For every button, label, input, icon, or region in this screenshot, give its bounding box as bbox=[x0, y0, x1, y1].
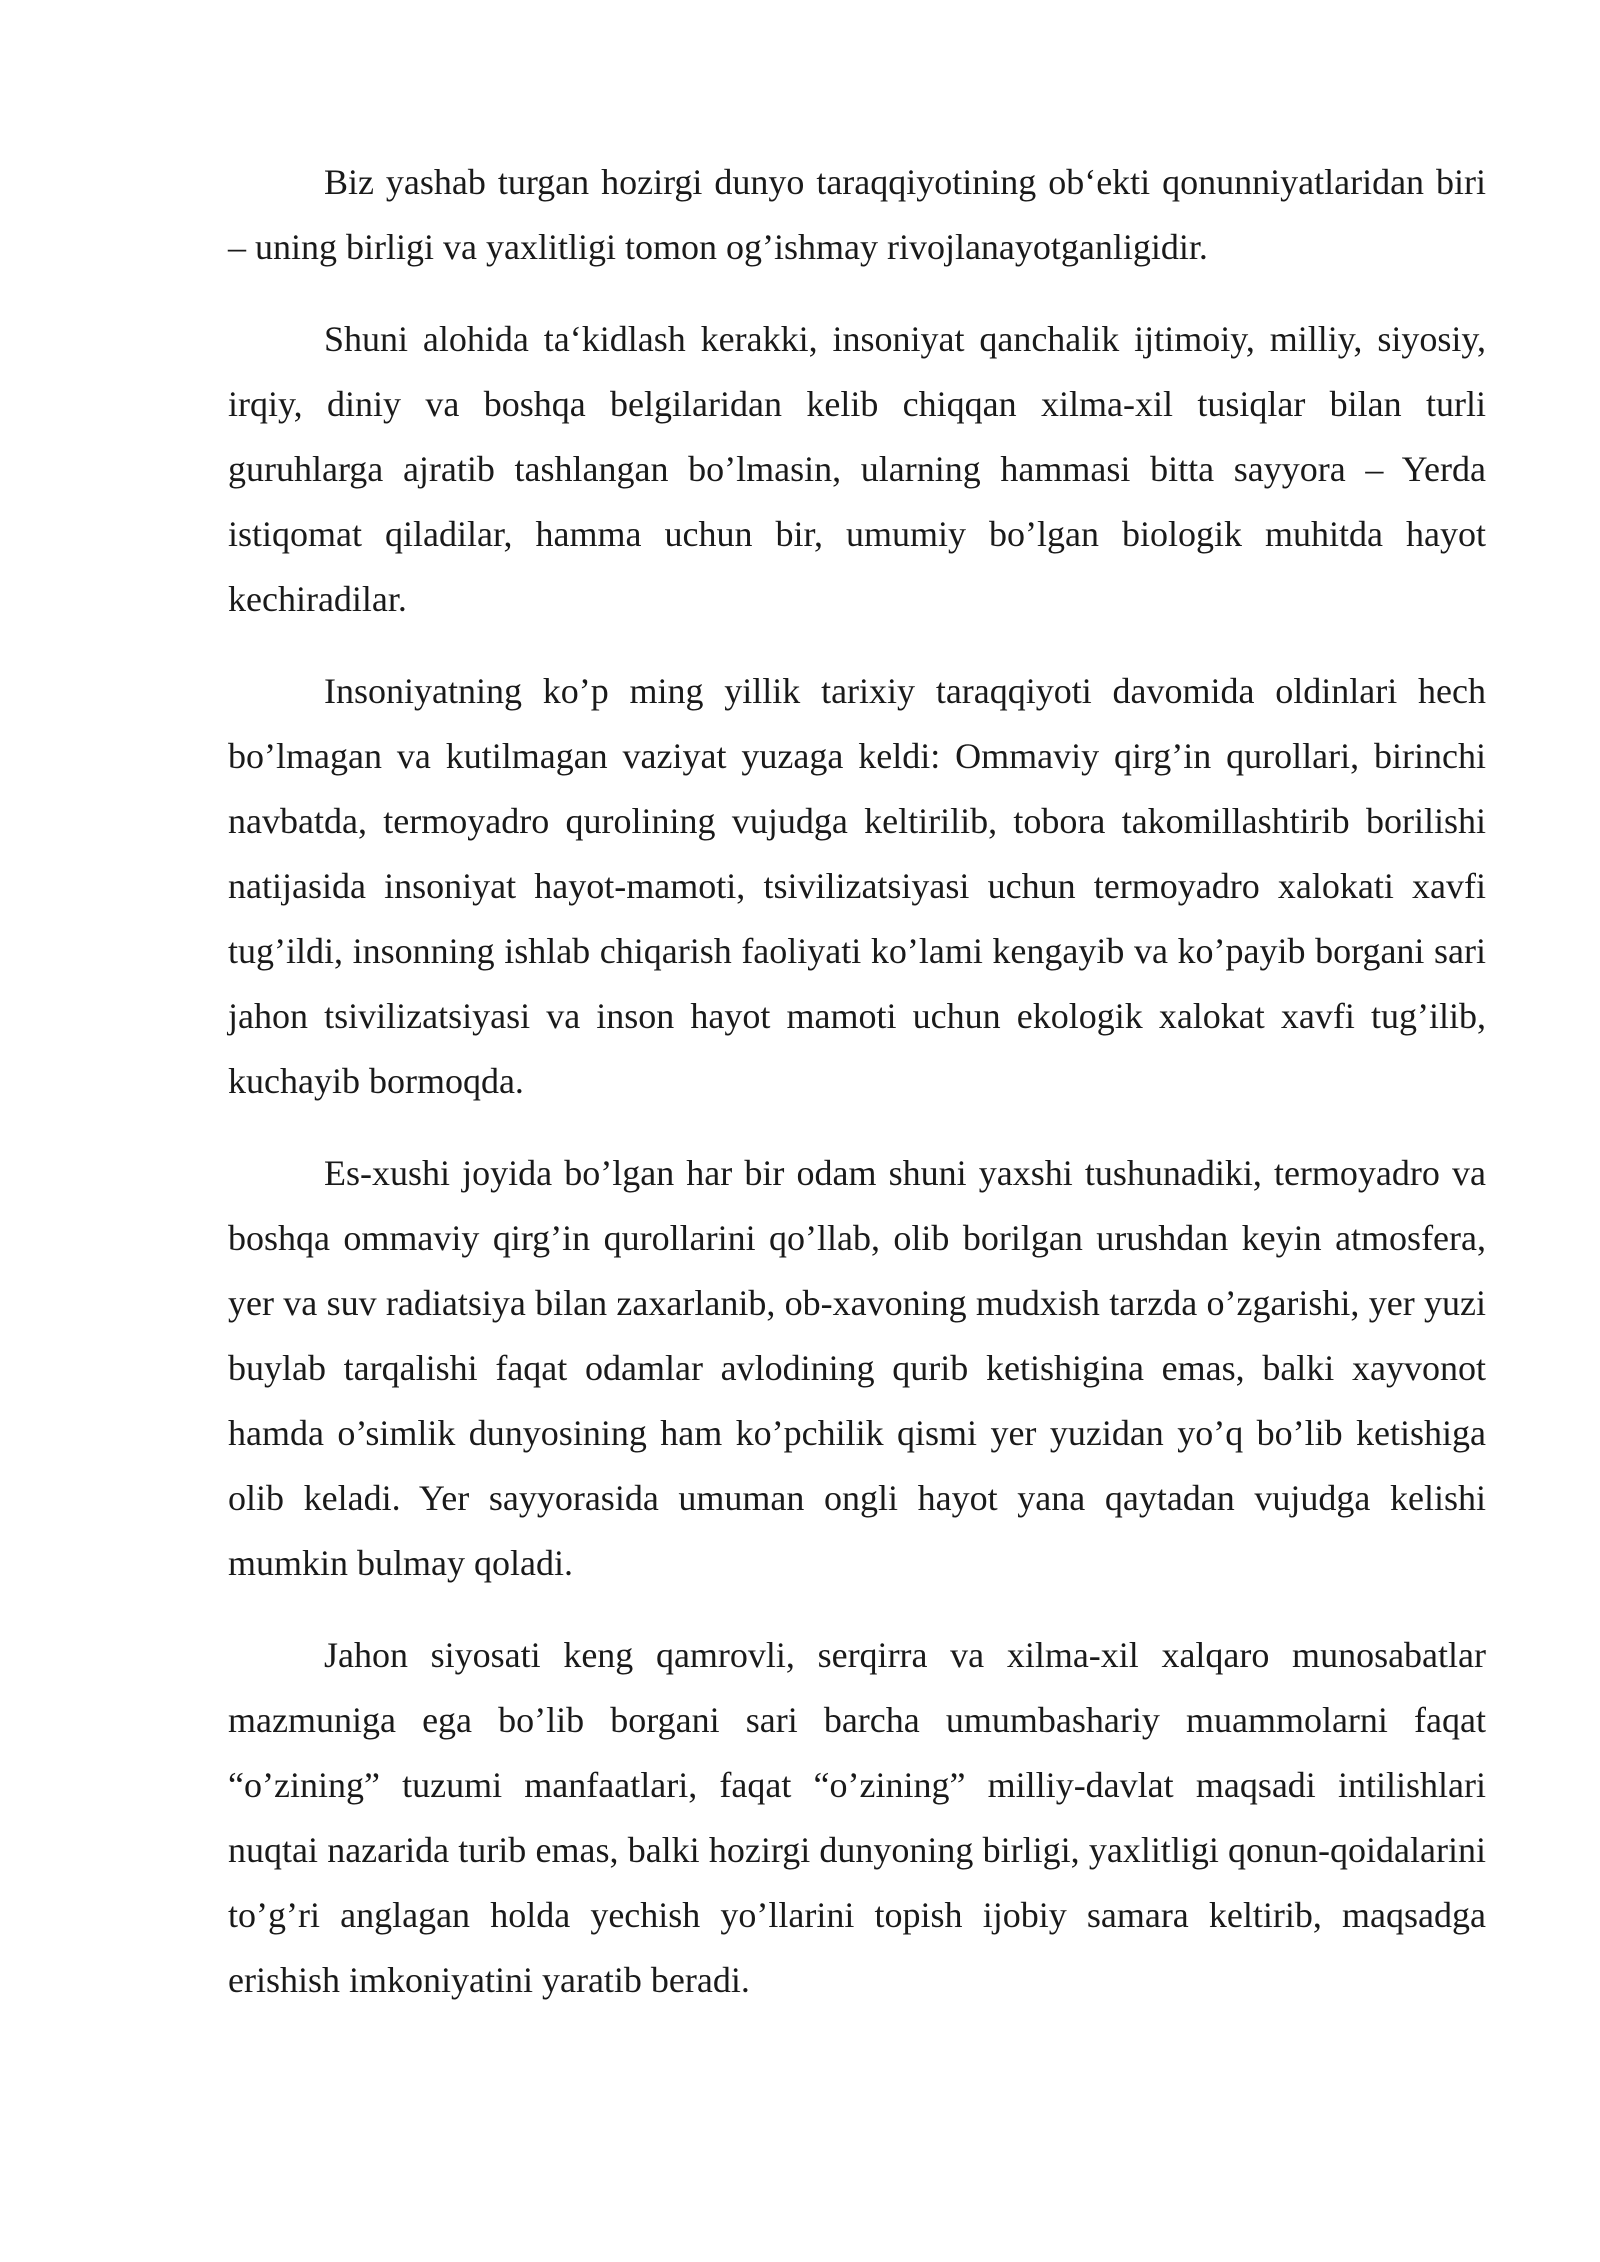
paragraph-1: Biz yashab turgan hozirgi dunyo taraqqiyotining ob‘ekti qonunniyatlaridan biri – uning birligi va yaxlitligi tomon og’ishmay rivojlanayotganligidir. bbox=[228, 162, 1486, 267]
paragraph-5: Jahon siyosati keng qamrovli, serqirra va xilma-xil xalqaro munosabatlar mazmuniga ega bo’lib borgani sari barcha umumbashariy muammolarni faqat “o’zining” tuzumi manfaatlari, faqat “o’zining” milliy-davlat maqsadi intilishlari nuqtai nazarida turib emas, balki hozirgi dunyoning birligi, yaxlitligi qonun-qoidalarini to’g’ri anglagan holda yechish yo’llarini topish ijobiy samara keltirib, maqsadga erishish imkoniyatini yaratib beradi. bbox=[228, 1635, 1486, 2000]
paragraph-2: Shuni alohida ta‘kidlash kerakki, insoniyat qanchalik ijtimoiy, milliy, siyosiy, irqiy, diniy va boshqa belgilaridan kelib chiqqan xilma-xil tusiqlar bilan turli guruhlarga ajratib tashlangan bo’lmasin, ularning hammasi bitta sayyora – Yerda istiqomat qiladilar, hamma uchun bir, umumiy bo’lgan biologik muhitda hayot kechiradilar. bbox=[228, 319, 1486, 619]
document-page bbox=[228, 150, 1486, 2040]
paragraph-3: Insoniyatning ko’p ming yillik tarixiy taraqqiyoti davomida oldinlari hech bo’lmagan va kutilmagan vaziyat yuzaga keldi: Ommaviy qirg’in qurollari, birinchi navbatda, termoyadro qurolining vujudga keltirilib, tobora takomillashtirib borilishi natijasida insoniyat hayot-mamoti, tsivilizatsiyasi uchun termoyadro xalokati xavfi tug’ildi, insonning ishlab chiqarish faoliyati ko’lami kengayib va ko’payib borgani sari jahon tsivilizatsiyasi va inson hayot mamoti uchun ekologik xalokat xavfi tug’ilib, kuchayib bormoqda. bbox=[228, 671, 1486, 1101]
paragraph-4: Es-xushi joyida bo’lgan har bir odam shuni yaxshi tushunadiki, termoyadro va boshqa ommaviy qirg’in qurollarini qo’llab, olib borilgan urushdan keyin atmosfera, yer va suv radiatsiya bilan zaxarlanib, ob-xavoning mudxish tarzda o’zgarishi, yer yuzi buylab tarqalishi faqat odamlar avlodining qurib ketishigina emas, balki xayvonot hamda o’simlik dunyosining ham ko’pchilik qismi yer yuzidan yo’q bo’lib ketishiga olib keladi. Yer sayyorasida umuman ongli hayot yana qaytadan vujudga kelishi mumkin bulmay qoladi. bbox=[228, 1153, 1486, 1583]
